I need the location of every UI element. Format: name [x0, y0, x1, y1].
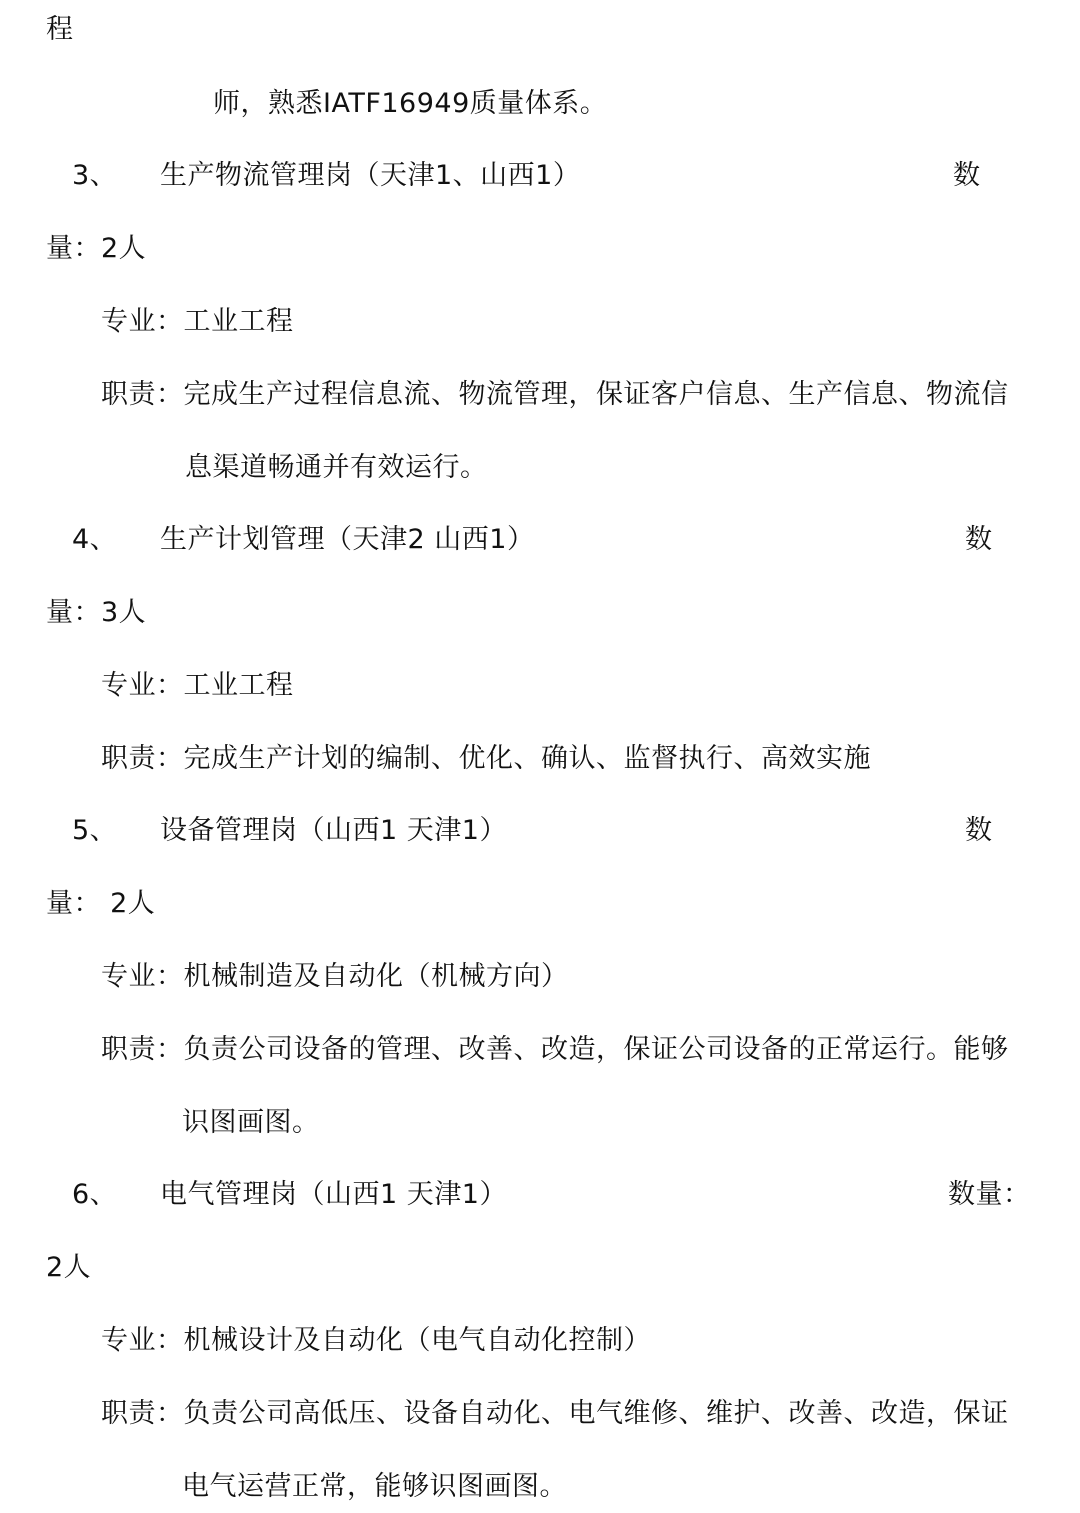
- continued-text-2: 师，熟悉IATF16949质量体系。: [213, 88, 608, 119]
- job-quantity: 量：3人: [46, 597, 147, 628]
- job-major: 专业：工业工程: [101, 306, 294, 337]
- job-number: 5、: [72, 815, 118, 846]
- job-major: 专业：机械设计及自动化（电气自动化控制）: [101, 1325, 651, 1356]
- job-title: 设备管理岗（山西1 天津1）: [160, 815, 507, 846]
- job-quantity-label: 数: [965, 524, 993, 555]
- job-duty-line-1: 职责：负责公司设备的管理、改善、改造，保证公司设备的正常运行。能够: [101, 1034, 1009, 1065]
- job-duty-line-2: 息渠道畅通并有效运行。: [185, 452, 488, 483]
- job-quantity: 量： 2人: [46, 888, 156, 919]
- job-major: 专业：机械制造及自动化（机械方向）: [101, 961, 569, 992]
- job-title: 电气管理岗（山西1 天津1）: [160, 1179, 507, 1210]
- job-major: 专业：工业工程: [101, 670, 294, 701]
- job-quantity-label: 数量：: [948, 1179, 1031, 1210]
- job-duty-line-1: 职责：负责公司高低压、设备自动化、电气维修、维护、改善、改造，保证: [101, 1398, 1009, 1429]
- job-quantity-label: 数: [953, 160, 981, 191]
- job-quantity: 量：2人: [46, 233, 147, 264]
- continued-text-1: 程: [46, 14, 74, 45]
- job-duty-line-1: 职责：完成生产过程信息流、物流管理，保证客户信息、生产信息、物流信: [101, 379, 1009, 410]
- job-duty-line-2: 识图画图。: [182, 1107, 320, 1138]
- job-quantity: 2人: [46, 1252, 92, 1283]
- job-title: 生产物流管理岗（天津1、山西1）: [160, 160, 581, 191]
- job-duty-line-2: 电气运营正常，能够识图画图。: [182, 1471, 567, 1502]
- job-number: 6、: [72, 1179, 118, 1210]
- job-title: 生产计划管理（天津2 山西1）: [160, 524, 535, 555]
- job-number: 4、: [72, 524, 118, 555]
- job-duty-line-1: 职责：完成生产计划的编制、优化、确认、监督执行、高效实施: [101, 743, 871, 774]
- job-quantity-label: 数: [965, 815, 993, 846]
- job-number: 3、: [72, 160, 118, 191]
